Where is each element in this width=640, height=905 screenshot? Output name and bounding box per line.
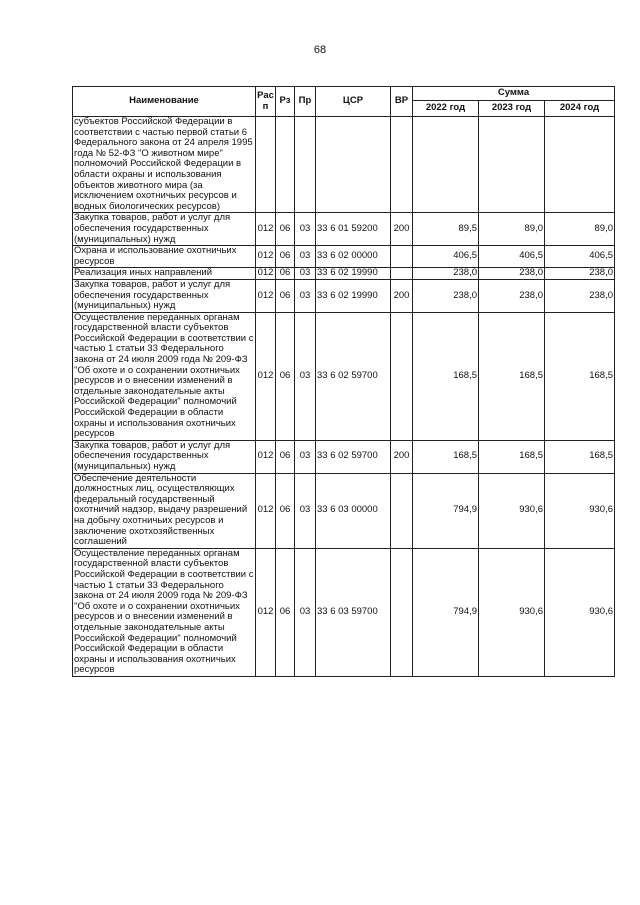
row-pr: 03 — [295, 440, 316, 473]
row-sum-2022: 794,9 — [413, 473, 479, 548]
row-csr: 33 6 02 19990 — [316, 279, 391, 312]
row-vr — [391, 473, 413, 548]
header-year-2022: 2022 год — [413, 101, 479, 117]
row-name: Обеспечение деятельности должностных лиц, осуществляющих федеральный государственный охотничий надзор, выдачу разрешений на добычу охотничьих ресурсов и заключение охотхозяйственных соглашений — [73, 473, 256, 548]
row-vr: 200 — [391, 213, 413, 246]
table-header — [73, 87, 615, 117]
row-csr: 33 6 02 59700 — [316, 312, 391, 440]
row-sum-2024 — [545, 117, 615, 213]
row-rz: 06 — [276, 473, 295, 548]
row-csr: 33 6 02 19990 — [316, 268, 391, 280]
row-sum-2024: 406,5 — [545, 246, 615, 268]
header-csr: ЦСР — [316, 87, 391, 117]
row-rz: 06 — [276, 312, 295, 440]
row-csr: 33 6 01 59200 — [316, 213, 391, 246]
row-sum-2022 — [413, 117, 479, 213]
row-pr: 03 — [295, 246, 316, 268]
row-pr: 03 — [295, 279, 316, 312]
row-rz: 06 — [276, 213, 295, 246]
row-rz: 06 — [276, 246, 295, 268]
row-sum-2024: 168,5 — [545, 440, 615, 473]
row-sum-2022: 794,9 — [413, 548, 479, 676]
row-sum-2022: 89,5 — [413, 213, 479, 246]
row-rz: 06 — [276, 548, 295, 676]
row-name: Реализация иных направлений — [73, 268, 256, 280]
row-csr — [316, 117, 391, 213]
table-row — [73, 548, 615, 676]
row-csr: 33 6 02 00000 — [316, 246, 391, 268]
row-csr: 33 6 03 59700 — [316, 548, 391, 676]
table-row — [73, 117, 615, 213]
row-vr — [391, 548, 413, 676]
table-row — [73, 279, 615, 312]
row-sum-2023: 89,0 — [479, 213, 545, 246]
row-csr: 33 6 02 59700 — [316, 440, 391, 473]
row-vr — [391, 246, 413, 268]
row-sum-2022: 406,5 — [413, 246, 479, 268]
table-body — [73, 117, 615, 677]
row-rasp: 012 — [256, 246, 276, 268]
row-name: Осуществление переданных органам государственной власти субъектов Российской Федерации в соответствии с частью 1 статьи 33 Федерального закона от 24 июля 2009 года № 209-ФЗ "Об охоте и о сохранении охотничьих ресурсов и о внесении изменений в отдельные законодательные акты Российской Федерации" полномочий Российской Федерации в области охраны и использования охотничьих ресурсов — [74, 548, 254, 676]
row-sum-2024: 168,5 — [545, 312, 615, 440]
table-row — [73, 312, 615, 440]
header-year-2024: 2024 год — [545, 101, 615, 117]
table-row — [73, 246, 615, 268]
row-name: Охрана и использование охотничьих ресурсов — [73, 246, 256, 268]
row-rasp: 012 — [256, 548, 276, 676]
row-sum-2022: 238,0 — [413, 268, 479, 280]
row-rz — [276, 117, 295, 213]
table-row — [73, 268, 615, 280]
header-name: Наименование — [73, 87, 256, 117]
row-name: Закупка товаров, работ и услуг для обеспечения государственных (муниципальных) нужд — [73, 279, 256, 312]
row-sum-2023 — [479, 117, 545, 213]
row-sum-2024: 930,6 — [545, 548, 615, 676]
row-pr: 03 — [295, 548, 316, 676]
header-sum: Сумма — [413, 87, 615, 101]
row-sum-2023: 168,5 — [479, 440, 545, 473]
page-number: 68 — [313, 44, 327, 56]
row-rasp: 012 — [256, 213, 276, 246]
row-vr — [391, 312, 413, 440]
budget-table — [72, 86, 615, 677]
row-sum-2023: 406,5 — [479, 246, 545, 268]
row-sum-2024: 930,6 — [545, 473, 615, 548]
row-csr: 33 6 03 00000 — [316, 473, 391, 548]
row-name: субъектов Российской Федерации в соответствии с частью первой статьи 6 Федерального закона от 24 апреля 1995 года № 52-ФЗ "О животном мире" полномочий Российской Федерации в области охраны и использования объектов животного мира (за исключением охотничьих ресурсов и водных биологических ресурсов) — [73, 117, 256, 213]
row-sum-2024: 238,0 — [545, 279, 615, 312]
table-row — [73, 473, 615, 548]
row-vr — [391, 117, 413, 213]
row-rasp — [256, 117, 276, 213]
row-vr: 200 — [391, 279, 413, 312]
row-sum-2022: 238,0 — [413, 279, 479, 312]
row-rasp: 012 — [256, 440, 276, 473]
header-rasp: Рас п — [256, 87, 276, 117]
row-sum-2022: 168,5 — [413, 312, 479, 440]
row-pr: 03 — [295, 473, 316, 548]
row-vr — [391, 268, 413, 280]
row-name: Закупка товаров, работ и услуг для обеспечения государственных (муниципальных) нужд — [73, 213, 256, 246]
row-pr: 03 — [295, 268, 316, 280]
row-name: Закупка товаров, работ и услуг для обеспечения государственных (муниципальных) нужд — [73, 440, 256, 473]
row-rasp: 012 — [256, 268, 276, 280]
row-sum-2022: 168,5 — [413, 440, 479, 473]
header-year-2023: 2023 год — [479, 101, 545, 117]
row-rasp: 012 — [256, 473, 276, 548]
row-pr — [295, 117, 316, 213]
table-row — [73, 440, 615, 473]
row-rz: 06 — [276, 440, 295, 473]
row-rasp: 012 — [256, 312, 276, 440]
row-name: Осуществление переданных органам государственной власти субъектов Российской Федерации в соответствии с частью 1 статьи 33 Федерального закона от 24 июля 2009 года № 209-ФЗ "Об охоте и о сохранении охотничьих ресурсов и о внесении изменений в отдельные законодательные акты Российской Федерации" полномочий Российской Федерации в области охраны и использования охотничьих ресурсов — [74, 312, 254, 440]
header-vr: ВР — [391, 87, 413, 117]
row-sum-2023: 238,0 — [479, 268, 545, 280]
row-sum-2023: 238,0 — [479, 279, 545, 312]
row-rz: 06 — [276, 279, 295, 312]
row-rasp: 012 — [256, 279, 276, 312]
row-pr: 03 — [295, 213, 316, 246]
row-sum-2023: 930,6 — [479, 548, 545, 676]
header-pr: Пр — [295, 87, 316, 117]
row-sum-2023: 168,5 — [479, 312, 545, 440]
header-rz: Рз — [276, 87, 295, 117]
table-row — [73, 213, 615, 246]
row-sum-2023: 930,6 — [479, 473, 545, 548]
row-sum-2024: 238,0 — [545, 268, 615, 280]
row-pr: 03 — [295, 312, 316, 440]
row-rz: 06 — [276, 268, 295, 280]
row-sum-2024: 89,0 — [545, 213, 615, 246]
row-vr: 200 — [391, 440, 413, 473]
